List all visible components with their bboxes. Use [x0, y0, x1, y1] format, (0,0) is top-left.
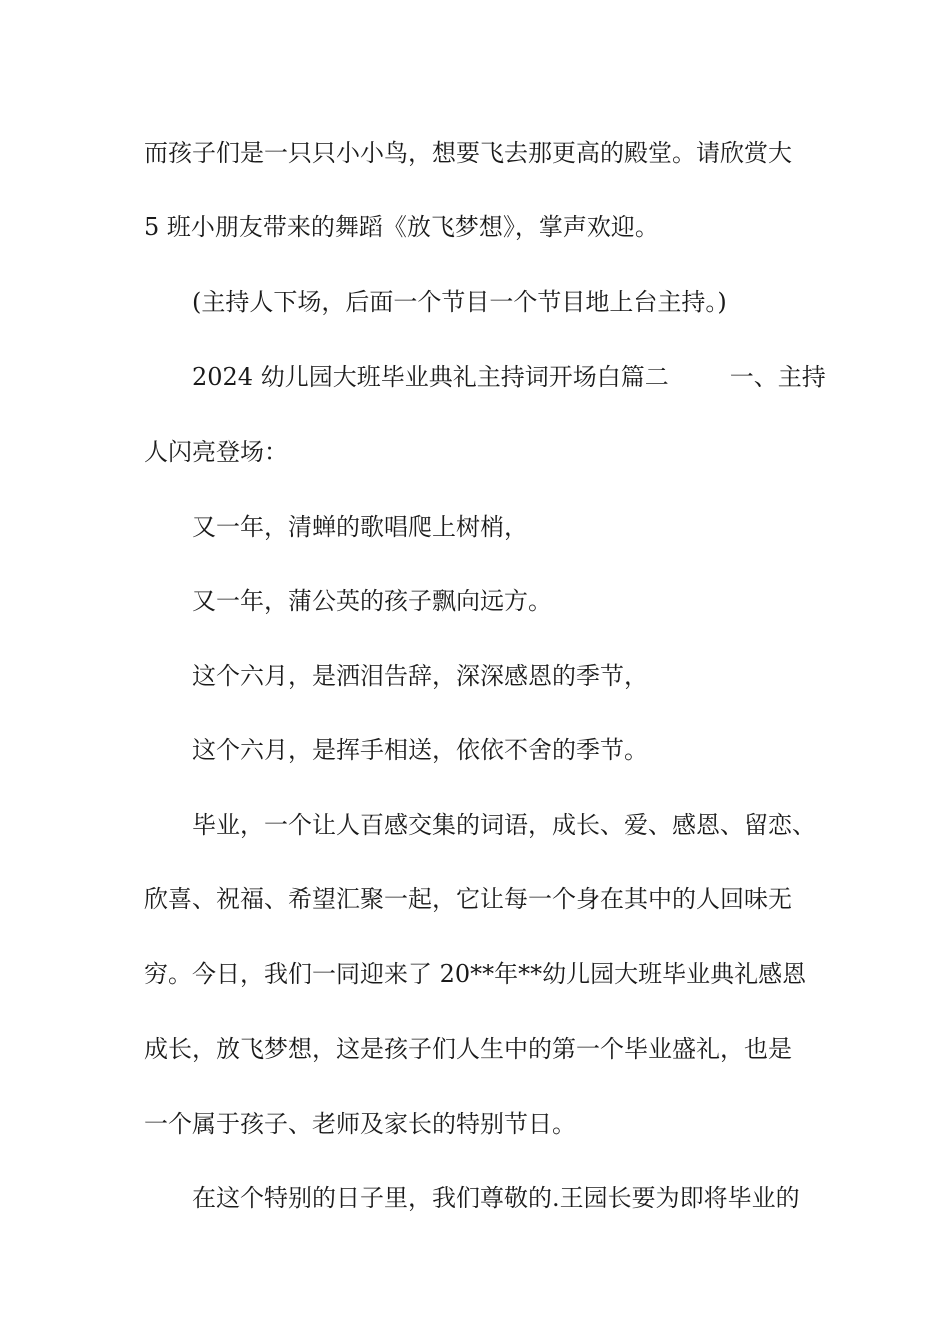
text-line: 一个属于孩子、老师及家长的特别节日。 [144, 1110, 576, 1138]
text-line: 穷。今日，我们一同迎来了 20**年**幼儿园大班毕业典礼感恩 [144, 960, 807, 988]
text-line: 这个六月，是洒泪告辞，深深感恩的季节， [192, 662, 648, 690]
text-line: 人闪亮登场： [144, 438, 288, 466]
text-line: 欣喜、祝福、希望汇聚一起，它让每一个身在其中的人回味无 [144, 885, 792, 913]
text-line: 而孩子们是一只只小小鸟，想要飞去那更高的殿堂。请欣赏大 [144, 139, 792, 167]
text-line: 2024 幼儿园大班毕业典礼主持词开场白篇二 一、主持 [192, 363, 826, 391]
text-line: 在这个特别的日子里，我们尊敬的.王园长要为即将毕业的 [192, 1184, 800, 1212]
text-line: 这个六月，是挥手相送，依依不舍的季节。 [192, 736, 648, 764]
text-line: 5 班小朋友带来的舞蹈《放飞梦想》，掌声欢迎。 [144, 213, 659, 241]
text-line: 又一年，清蝉的歌唱爬上树梢， [192, 513, 528, 541]
text-line: 成长，放飞梦想，这是孩子们人生中的第一个毕业盛礼，也是 [144, 1035, 792, 1063]
text-line: (主持人下场，后面一个节目一个节目地上台主持。) [192, 288, 727, 316]
text-line: 又一年，蒲公英的孩子飘向远方。 [192, 587, 552, 615]
text-line: 毕业，一个让人百感交集的词语，成长、爱、感恩、留恋、 [192, 811, 816, 839]
